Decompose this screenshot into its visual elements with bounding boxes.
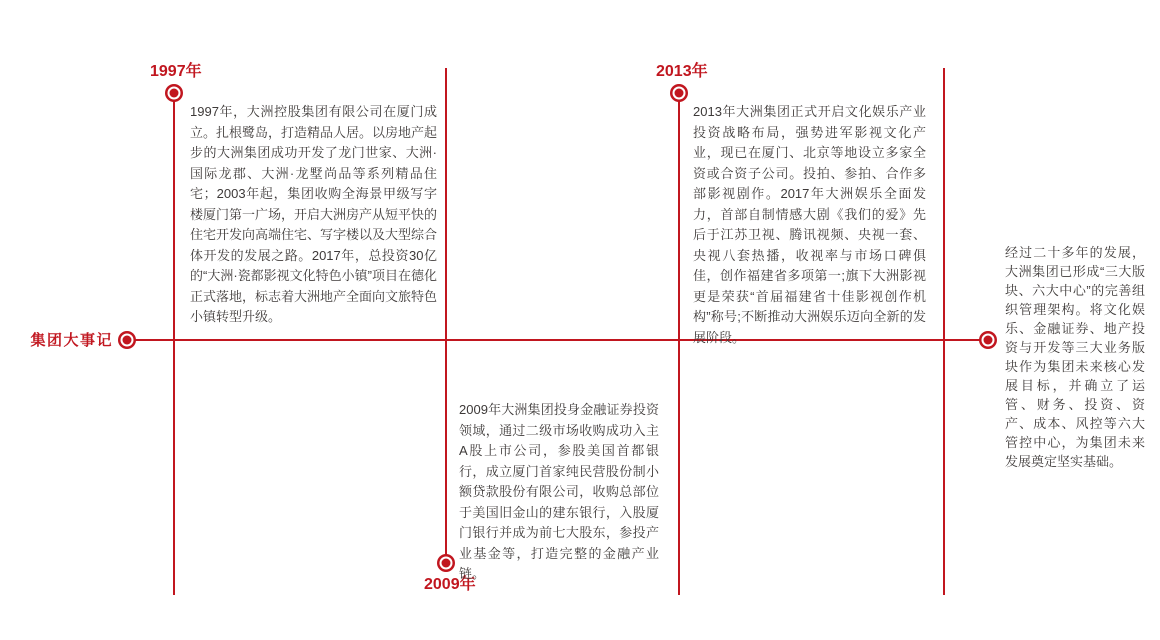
summary-text: 经过二十多年的发展，大洲集团已形成“三大版块、六大中心”的完善组织管理架构。将文化娱乐、金融证券、地产投资与开发等三大业务版块作为集团未来核心发展目标，并确立了运管、财务、投资、资产、成本、风控等六大管控中心，为集团未来发展奠定坚实基础。 xyxy=(1005,245,1145,469)
timeline-title: 集团大事记 xyxy=(30,332,113,349)
timeline-branch-2009-line xyxy=(445,68,447,563)
year-label-1997: 1997年 xyxy=(150,63,202,80)
timeline-node-1997-icon xyxy=(170,89,179,98)
timeline-branch-1997-line xyxy=(173,93,175,595)
timeline-node-2013-icon xyxy=(675,89,684,98)
event-text-2013: 2013年大洲集团正式开启文化娱乐产业投资战略布局，强势进军影视文化产业，现已在厦门、北京等地设立多家全资或合资子公司。投拍、参拍、合作多部影视剧作。2017年大洲娱乐全面发力，首部自制情感大剧《我们的爱》先后于江苏卫视、腾讯视频、央视一套、央视八套热播，收视率与市场口碑俱佳，创作福建省多项第一;旗下大洲影视更是荣获“首届福建省十佳影视创作机构”称号;不断推动大洲娱乐迈向全新的发展阶段。 xyxy=(693,104,926,345)
timeline-node-end-icon xyxy=(984,336,993,345)
timeline-branch-2013-line xyxy=(678,93,680,595)
year-label-2013: 2013年 xyxy=(656,63,708,80)
event-text-2009: 2009年大洲集团投身金融证券投资领域，通过二级市场收购成功入主A股上市公司，参股美国首都银行，成立厦门首家纯民营股份制小额贷款股份有限公司，收购总部位于美国旧金山的建东银行，入股厦门银行并成为前七大股东，参投产业基金等，打造完整的金融产业链。 xyxy=(459,402,659,581)
timeline-node-2009-icon xyxy=(442,559,451,568)
timeline-node-start-icon xyxy=(123,336,132,345)
year-label-2009: 2009年 xyxy=(424,576,476,593)
event-text-1997: 1997年，大洲控股集团有限公司在厦门成立。扎根鹭岛，打造精品人居。以房地产起步的大洲集团成功开发了龙门世家、大洲·国际龙郡、大洲·龙墅尚品等系列精品住宅；2003年起，集团收购全海景甲级写字楼厦门第一广场，开启大洲房产从短平快的住宅开发向高端住宅、写字楼以及大型综合体开发的发展之路。2017年，总投资30亿的“大洲·瓷都影视文化特色小镇”项目在德化正式落地，标志着大洲地产全面向文旅特色小镇转型升级。 xyxy=(190,104,438,324)
timeline-branch-right-line xyxy=(943,68,945,595)
